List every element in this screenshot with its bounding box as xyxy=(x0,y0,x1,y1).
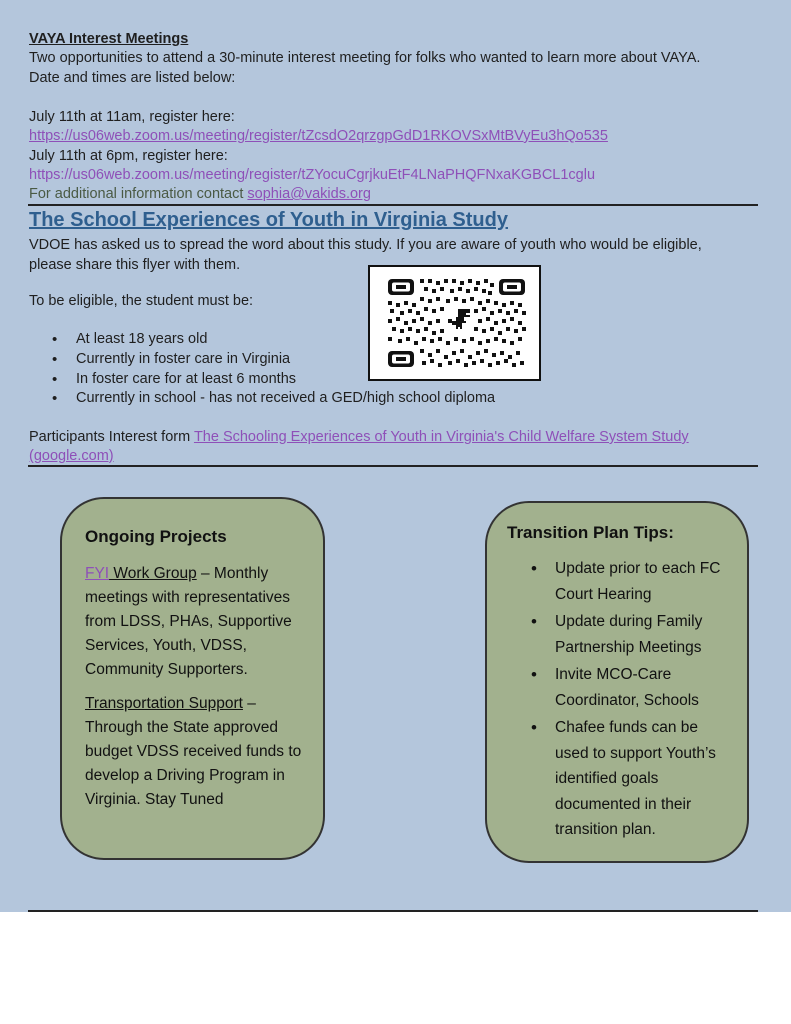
footer-divider xyxy=(28,910,758,912)
transition-tips-title: Transition Plan Tips: xyxy=(507,523,674,542)
vaya-intro-line1: Two opportunities to attend a 30-minute interest meeting for folks who wanted to learn more about VAYA. xyxy=(29,50,701,66)
fyi-description: – Monthly meetings with representatives from LDSS, PHAs, Supportive Services, Youth, VDSS, Community Supporters. xyxy=(85,565,292,678)
tip-item: • Invite MCO-Care Coordinator, Schools xyxy=(525,662,735,713)
meeting2-label: July 11th at 6pm, register here: xyxy=(29,148,228,164)
vaya-intro-line2: Date and times are listed below: xyxy=(29,70,236,86)
eligibility-item: • Currently in foster care in Virginia xyxy=(30,350,495,370)
contact-text: For additional information contact xyxy=(29,186,248,202)
transition-tips-box xyxy=(485,501,749,863)
interest-form-line1 xyxy=(29,428,689,448)
vaya-heading: VAYA Interest Meetings xyxy=(29,31,189,47)
transport-paragraph xyxy=(85,692,317,812)
tip-item: • Update prior to each FC Court Hearing xyxy=(525,556,735,607)
meeting1-label: July 11th at 11am, register here: xyxy=(29,109,235,125)
fyi-link[interactable]: FYI xyxy=(85,565,110,582)
interest-form-label: Participants Interest form xyxy=(29,429,194,445)
interest-form-link-domain[interactable]: (google.com) xyxy=(29,448,114,464)
contact-line xyxy=(29,185,371,205)
ongoing-projects-title: Ongoing Projects xyxy=(85,527,227,546)
tip-item: • Chafee funds can be used to support Youth’s identified goals documented in their transition plan. xyxy=(525,715,735,843)
study-intro-line1: VDOE has asked us to spread the word about this study. If you are aware of youth who would be eligible, xyxy=(29,237,702,253)
ongoing-projects-box xyxy=(60,497,325,860)
qr-code[interactable] xyxy=(368,265,541,381)
section-divider xyxy=(28,465,758,467)
contact-email-link[interactable]: sophia@vakids.org xyxy=(247,186,371,202)
study-title: The School Experiences of Youth in Virginia Study xyxy=(29,209,508,231)
transport-label: Transportation Support xyxy=(85,695,243,712)
eligibility-item: • Currently in school - has not received a GED/high school diploma xyxy=(30,389,495,409)
study-intro-line2: please share this flyer with them. xyxy=(29,257,241,273)
meeting2-register-link[interactable]: https://us06web.zoom.us/meeting/register/tZYocuCgrjkuEtF4LNaPHQFNxaKGBCL1cglu xyxy=(29,167,596,183)
transition-tips-list xyxy=(525,556,735,845)
fyi-paragraph xyxy=(85,562,317,682)
section-divider xyxy=(28,204,758,206)
transport-description: – Through the State approved budget VDSS received funds to develop a Driving Program in Virginia. Stay Tuned xyxy=(85,695,302,808)
tip-item: • Update during Family Partnership Meetings xyxy=(525,609,735,660)
qr-code-image xyxy=(370,267,539,379)
meeting1-register-link[interactable]: https://us06web.zoom.us/meeting/register/tZcsdO2qrzgpGdD1RKOVSxMtBVyEu3hQo535 xyxy=(29,128,608,144)
eligibility-item: • At least 18 years old xyxy=(30,330,495,350)
eligibility-label: To be eligible, the student must be: xyxy=(29,293,254,309)
eligibility-item: • In foster care for at least 6 months xyxy=(30,370,495,390)
fyi-workgroup-label: Work Group xyxy=(109,565,197,582)
interest-form-link[interactable]: The Schooling Experiences of Youth in Virginia's Child Welfare System Study xyxy=(193,429,689,445)
